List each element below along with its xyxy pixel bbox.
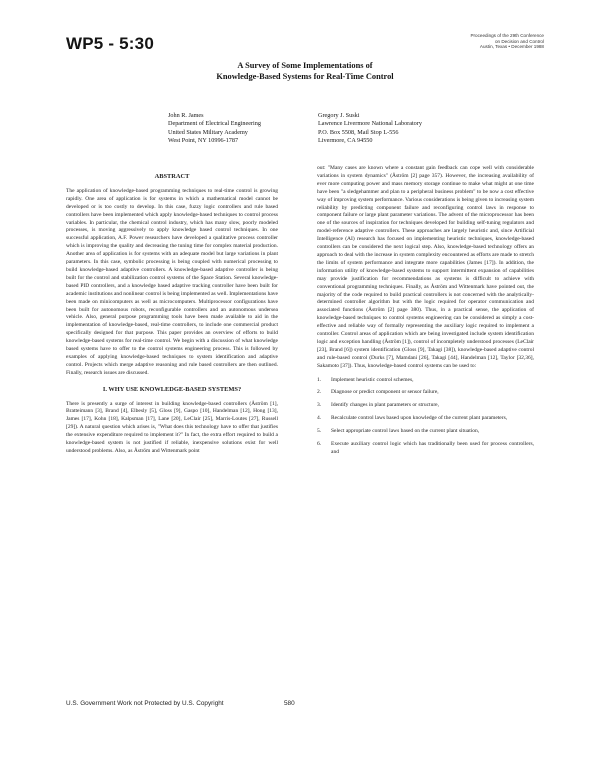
list-item-text: Identify changes in plant parameters or structure,: [331, 402, 439, 409]
page-number: 580: [284, 700, 295, 707]
abstract-text: The application of knowledge-based programming techniques to real-time control is growing rapidly. One area of application is for systems in which a mathematical model cannot be developed or is too costly to develop. In this case, fuzzy logic controllers and rule based controllers have been implemented which apply knowledge-based techniques to control process variables. In particular, the chemical control industry, which has many slow, poorly modeled processes, is moving aggressively to apply knowledge based control techniques. In one successful application, A.F. Power researchers have developed a qualitative process controller which is improving the quality and decreasing the tuning time for complex material production. Another area of application is for systems with an adequate model but large variations in plant parameters. In this case, symbolic processing is being coupled with numerical processing to build knowledge-based adaptive controllers. A knowledge-based adaptive controller is being built for the control and stabilization control systems of the Space Station. Several knowledge-based PID controllers, and a knowledge based adaptive tracking controller have been built for academic institutions and nonlinear control is being implemented as well. Implementations have been made on minicomputers as well as microcomputers. Multiprocessor configurations have been built for autonomous robots, reconfigurable controllers and an autonomous undersea vehicle. Also, general purpose programming tools have been made available to aid in the implementation of knowledge-based, real-time controllers, to include one commercial product specifically designed for that purpose. This paper provides an overview of efforts to build knowledge-based systems for real-time control. We begin with a discussion of what knowledge based systems have to offer to the control systems engineering process. This is followed by examples of applying knowledge-based techniques to system identification and adaptive control. Projects which merge adaptive reasoning and rule based controllers are then outlined. Finally, research issues are discussed.: [66, 187, 278, 376]
abstract-heading: ABSTRACT: [154, 173, 190, 180]
list-item: 1. Implement heuristic control schemes,: [317, 376, 414, 383]
capability-list: [317, 377, 534, 457]
author-org: P.O. Box 5508, Mail Stop L-556: [318, 128, 399, 136]
section-1-text: There is presently a surge of interest in building knowledge-based controllers (Åström [1], Bratteimann [3], Brand [4], Elbesly [5], Gloss [9], Gaspo [10], Handelman [12], Hong [13], James [17], Kohn [18], Kalpsman [17], Lane [20], LeClair [25], Marris-Loutes [27], Russell [29]). A natural question which arises is, "What does this technology have to offer that justifies the extensive expenditure required to implement it?" In fact, the extra effort required to build a knowledge-based system is not justified if reliable, inexpensive solutions exist for well understood problems. Also, as Åström and Wittenmark point: [66, 400, 278, 454]
paper-title: [140, 60, 470, 82]
author-org: United States Military Academy: [168, 128, 248, 136]
author-address: West Point, NY 10996-1787: [168, 137, 239, 145]
list-item: 5. Select appropriate control laws based on the current plant situation,: [317, 428, 480, 435]
copyright-notice: U.S. Government Work not Protected by U.S. Copyright: [66, 700, 224, 707]
proceedings-line: on Decision and Control: [494, 38, 544, 44]
author-block-1: [168, 112, 261, 146]
author-name: John R. James: [168, 112, 204, 119]
title-line: A Survey of Some Implementations of: [237, 61, 373, 70]
title-line: Knowledge-Based Systems for Real-Time Control: [216, 72, 394, 81]
proceedings-info: [414, 33, 544, 50]
author-dept: Department of Electrical Engineering: [168, 120, 261, 128]
list-item: 3. Identify changes in plant parameters or structure,: [317, 402, 439, 409]
section-1-heading: I. WHY USE KNOWLEDGE-BASED SYSTEMS?: [102, 385, 242, 393]
author-name: Gregory J. Suski: [318, 112, 360, 119]
author-block-2: [318, 112, 422, 146]
list-item-text: Recalculate control laws based upon knowledge of the current plant parameters,: [331, 415, 508, 422]
author-address: Livermore, CA 94550: [318, 137, 373, 145]
list-item-text: Diagnose or predict component or sensor failure,: [331, 389, 439, 396]
left-column: [66, 173, 278, 456]
right-column: [317, 165, 534, 457]
list-item: 2. Diagnose or predict component or sensor failure,: [317, 389, 439, 396]
list-item-text: Select appropriate control laws based on the current plant situation,: [331, 428, 480, 435]
author-dept: Lawrence Livermore National Laboratory: [318, 120, 422, 128]
proceedings-line: Austin, Texas • December 1988: [479, 44, 544, 50]
proceedings-line: Proceedings of the 29th Conference: [470, 33, 544, 38]
session-code: WP5 - 5:30: [66, 34, 154, 53]
list-item: 4. Recalculate control laws based upon knowledge of the current plant parameters,: [317, 415, 508, 422]
list-item-text: Execute auxiliary control logic which has traditionally been used for process controllers, and: [331, 441, 534, 455]
list-item-text: Implement heuristic control schemes,: [331, 376, 414, 383]
right-column-text: out: "Many cases are known where a constant gain feedback can cope well with considerable variations in system dynamics" (Åström [2] page 357). However, the increasing availability of ever more computing power and mass memory storage continue to make what might at one time have been "a sledgehammer and plan to a peripheral business problem" to be now a cost effective way of improving system performance. Various considerations is being given to increasing system reliability by predicting component failure and reconfiguring control laws in response to component failure or large plant parameter variations. The advent of the microprocessor has been one of the sources of inspiration for techniques developed for building self-tuning regulators and model-reference adaptive controllers. These approaches are largely heuristic and, since Artificial Intelligence (AI) research has focused on implementing heuristic techniques, knowledge-based controllers can be considered the next logical step. Also, knowledge-based technology offers an approach to deal with the increase in system complexity encountered as efforts are made to stretch the limits of system performance and integrate more capabilities (James [17]). In addition, the information utility of knowledge-based systems to support intermittent expansion of capabilities may provide justification for recommendations as systems is difficult to achieve with conventional programming techniques. Finally, as Åström and Wittenmark have pointed out, the majority of the code required to build practical controllers is not concerned with the analytically-determined controller algorithm but with the logic required for operator communication and associated functions (Åström [2] page 380). Thus, in a practical sense, the application of knowledge-based techniques to control systems engineering can be considered as simply a cost-effective and reliable way of formally representing the auxiliary logic required to implement a controller. Control areas of application which are being investigated include system identification logic and exception handling (Åström [1]), control of incompletely understood processes (LeClair [23], Brand [6]) system identification (Gloss [9], Takagi [38]), knowledge-based adaptive control and rule-based control (Durks [7], Mamdani [26], Takagi [44], Handelman [12], Taylor [32,36], Sakamoto [37]). Thus, knowledge-based control systems can be used to:: [317, 165, 534, 369]
list-item: 6. Execute auxiliary control logic which has traditionally been used for process controllers, and: [317, 441, 534, 455]
